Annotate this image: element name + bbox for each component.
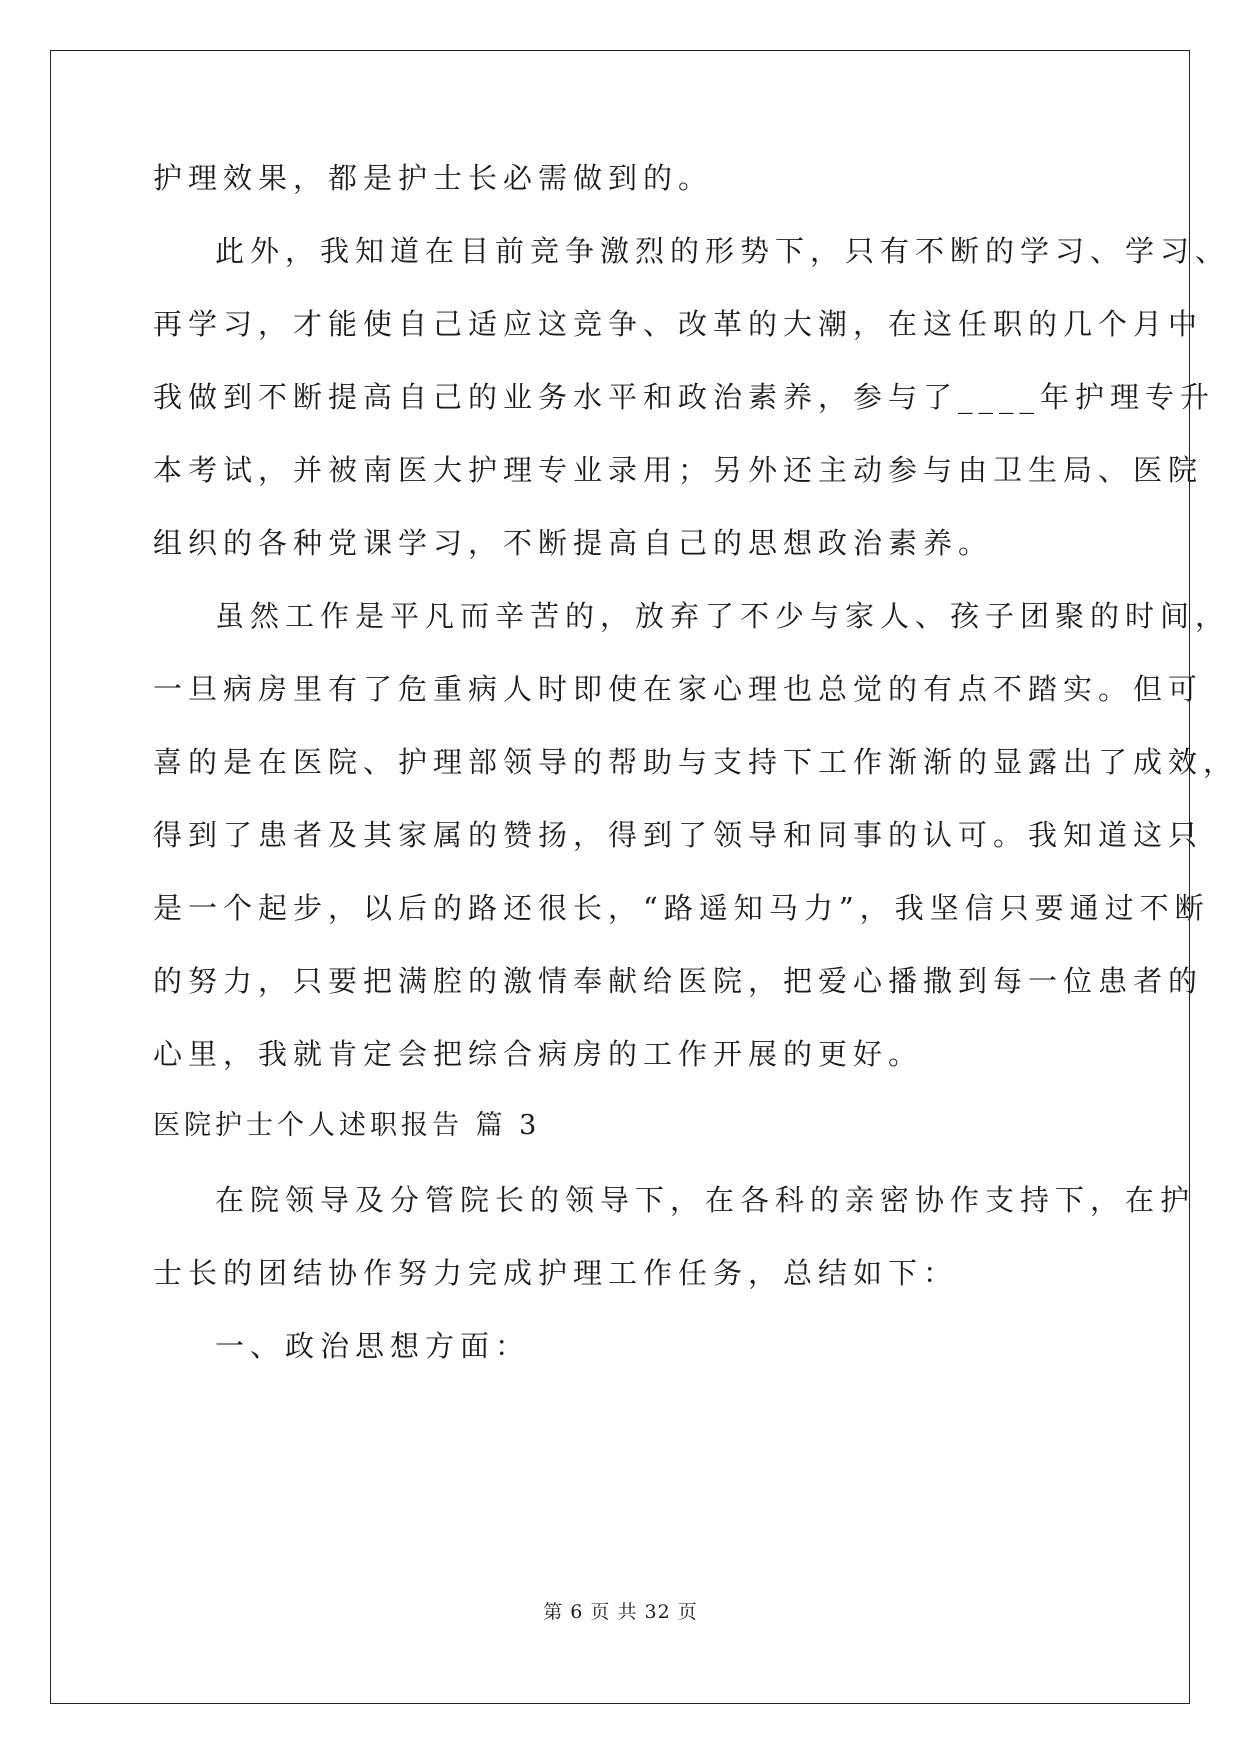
body-line-8: 一旦病房里有了危重病人时即使在家心理也总觉的有点不踏实。但可: [153, 672, 1204, 706]
body-line-3: 再学习，才能使自己适应这竞争、改革的大潮，在这任职的几个月中: [153, 307, 1204, 341]
body-line-10: 得到了患者及其家属的赞扬，得到了领导和同事的认可。我知道这只: [153, 818, 1204, 852]
section-line-3: 一、政治思想方面：: [215, 1329, 531, 1363]
page-number-footer: 第 6 页 共 32 页: [543, 1601, 698, 1623]
section-line-1: 在院领导及分管院长的领导下，在各科的亲密协作支持下，在护: [215, 1183, 1196, 1217]
body-line-11: 是一个起步，以后的路还很长，“路遥知马力”，我坚信只要通过不断: [153, 891, 1210, 925]
body-line-9: 喜的是在医院、护理部领导的帮助与支持下工作渐渐的显露出了成效，: [153, 745, 1239, 779]
body-line-7: 虽然工作是平凡而辛苦的，放弃了不少与家人、孩子团聚的时间，: [215, 599, 1231, 633]
body-line-1: 护理效果，都是护士长必需做到的。: [153, 161, 714, 195]
body-line-2: 此外，我知道在目前竞争激烈的形势下，只有不断的学习、学习、: [215, 234, 1231, 268]
body-line-12: 的努力，只要把满腔的激情奉献给医院，把爱心播撒到每一位患者的: [153, 964, 1204, 998]
body-line-5: 本考试，并被南医大护理专业录用；另外还主动参与由卫生局、医院: [153, 453, 1204, 487]
body-line-6: 组织的各种党课学习，不断提高自己的思想政治素养。: [153, 526, 994, 560]
page-border: [50, 50, 1190, 1704]
body-line-13: 心里，我就肯定会把综合病房的工作开展的更好。: [153, 1037, 924, 1071]
section-heading: 医院护士个人述职报告 篇 3: [153, 1110, 541, 1141]
body-line-4: 我做到不断提高自己的业务水平和政治素养，参与了____年护理专升: [153, 380, 1216, 414]
section-line-2: 士长的团结协作努力完成护理工作任务，总结如下：: [153, 1256, 959, 1290]
